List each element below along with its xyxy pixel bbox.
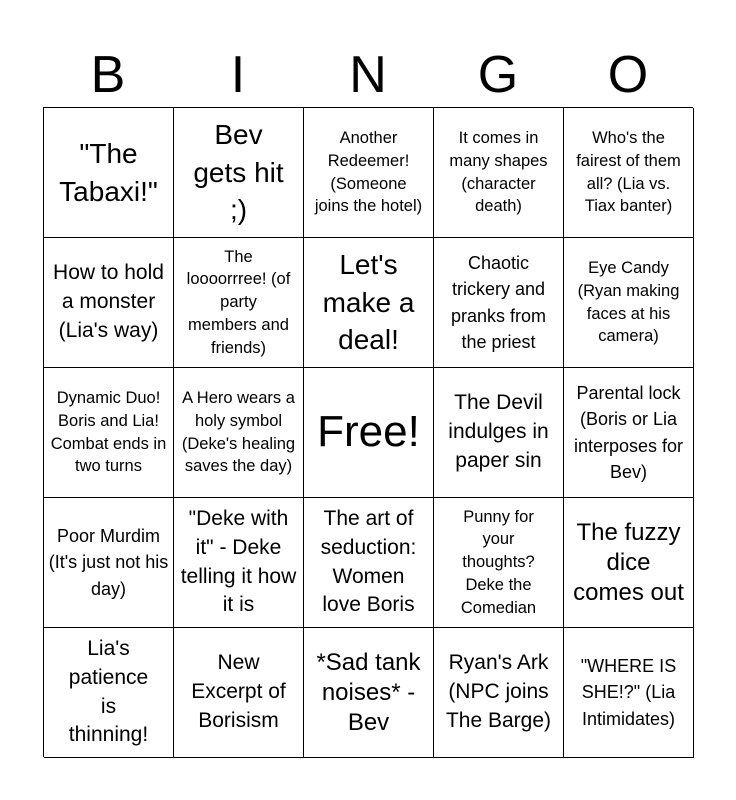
bingo-cell-r1c1[interactable]: "The Tabaxi!" xyxy=(44,108,174,238)
bingo-cell-r5c4[interactable]: Ryan's Ark (NPC joins The Barge) xyxy=(434,628,564,758)
bingo-cell-r5c1[interactable]: Lia's patience is thinning! xyxy=(44,628,174,758)
bingo-cell-free[interactable]: Free! xyxy=(304,368,434,498)
bingo-cell-r1c3[interactable]: Another Redeemer! (Someone joins the hotel) xyxy=(304,108,434,238)
bingo-cell-r3c2[interactable]: A Hero wears a holy symbol (Deke's healing saves the day) xyxy=(174,368,304,498)
bingo-cell-r2c4[interactable]: Chaotic trickery and pranks from the priest xyxy=(434,238,564,368)
bingo-cell-r3c4[interactable]: The Devil indulges in paper sin xyxy=(434,368,564,498)
header-letter-o: O xyxy=(607,46,649,104)
header-letter-b: B xyxy=(90,46,126,104)
header-letter-i: I xyxy=(230,46,246,104)
bingo-cell-r2c2[interactable]: The loooorrree! (of party members and friends) xyxy=(174,238,304,368)
bingo-header xyxy=(43,44,693,106)
bingo-cell-r5c2[interactable]: New Excerpt of Borisism xyxy=(174,628,304,758)
bingo-cell-r5c5[interactable]: "WHERE IS SHE!?" (Lia Intimidates) xyxy=(564,628,694,758)
bingo-cell-r4c2[interactable]: "Deke with it" - Deke telling it how it is xyxy=(174,498,304,628)
header-letter-g: G xyxy=(477,46,519,104)
bingo-cell-r1c2[interactable]: Bev gets hit ;) xyxy=(174,108,304,238)
bingo-cell-r3c1[interactable]: Dynamic Duo! Boris and Lia! Combat ends in two turns xyxy=(44,368,174,498)
bingo-cell-r4c5[interactable]: The fuzzy dice comes out xyxy=(564,498,694,628)
bingo-cell-r2c3[interactable]: Let's make a deal! xyxy=(304,238,434,368)
bingo-board xyxy=(43,107,693,757)
bingo-cell-r3c5[interactable]: Parental lock (Boris or Lia interposes for Bev) xyxy=(564,368,694,498)
header-letter-n: N xyxy=(349,46,387,104)
bingo-cell-r2c5[interactable]: Eye Candy (Ryan making faces at his camera) xyxy=(564,238,694,368)
bingo-cell-r4c1[interactable]: Poor Murdim (It's just not his day) xyxy=(44,498,174,628)
bingo-cell-r2c1[interactable]: How to hold a monster (Lia's way) xyxy=(44,238,174,368)
bingo-cell-r5c3[interactable]: *Sad tank noises* - Bev xyxy=(304,628,434,758)
bingo-cell-r1c4[interactable]: It comes in many shapes (character death) xyxy=(434,108,564,238)
bingo-cell-r1c5[interactable]: Who's the fairest of them all? (Lia vs. Tiax banter) xyxy=(564,108,694,238)
bingo-cell-r4c4[interactable]: Punny for your thoughts? Deke the Comedian xyxy=(434,498,564,628)
bingo-cell-r4c3[interactable]: The art of seduction: Women love Boris xyxy=(304,498,434,628)
